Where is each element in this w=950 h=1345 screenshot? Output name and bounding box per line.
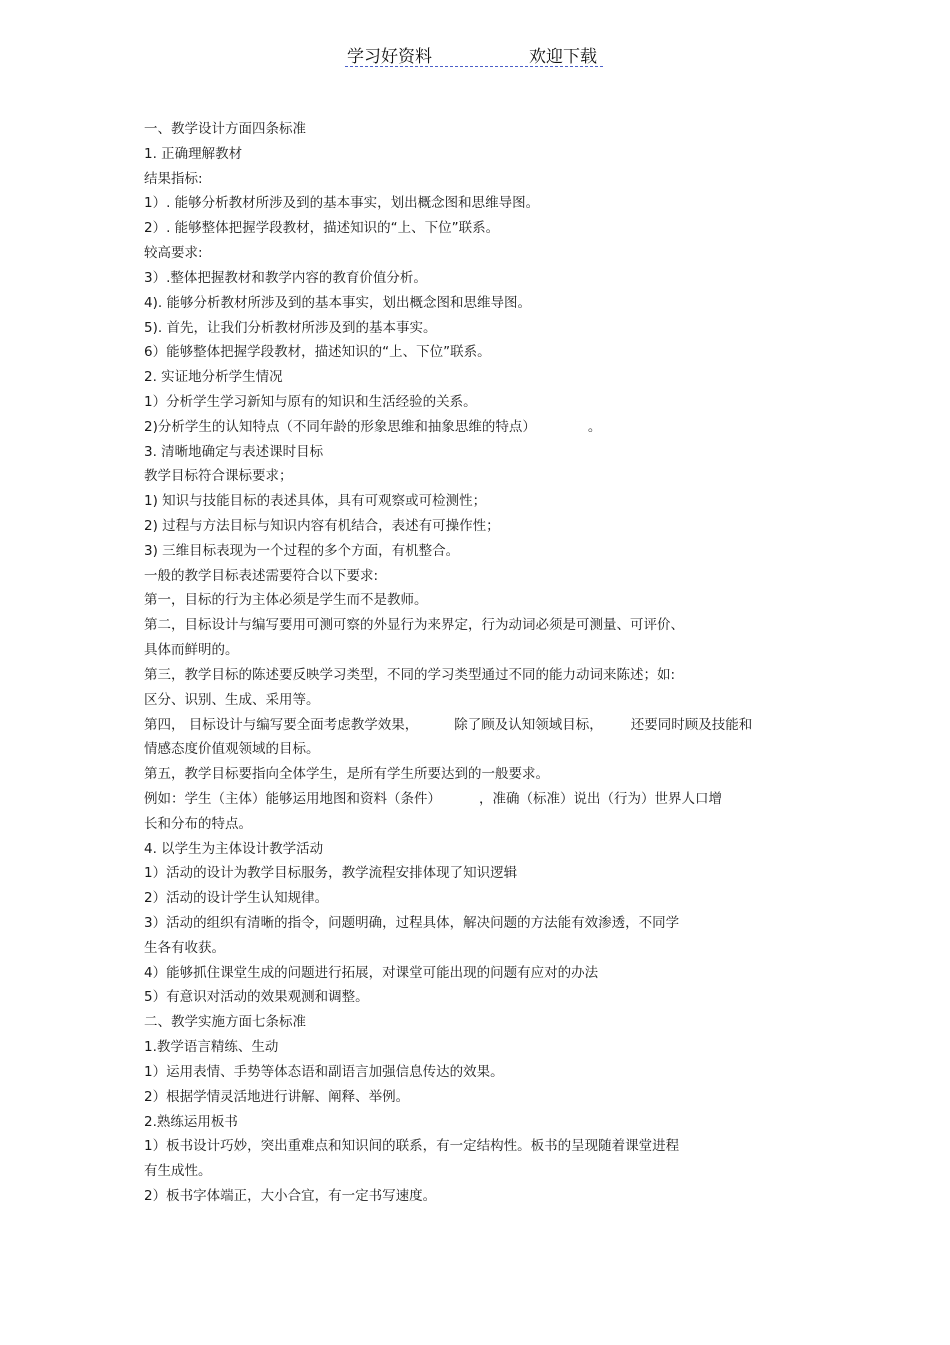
paragraph-line bbox=[144, 539, 804, 564]
subsection-heading bbox=[144, 1035, 804, 1060]
text-line: 3）.整体把握教材和教学内容的教育价值分析。 bbox=[144, 269, 427, 286]
text-line: 4). 能够分析教材所涉及到的基本事实，划出概念图和思维导图。 bbox=[144, 294, 531, 311]
text-line: 3）活动的组织有清晰的指令，问题明确，过程具体，解决问题的方法能有效渗透，不同学 bbox=[144, 915, 680, 931]
text-fragment: 还要同时顾及技能和 bbox=[630, 716, 753, 733]
paragraph-line bbox=[144, 1184, 804, 1209]
paragraph-line bbox=[144, 663, 804, 688]
text-line: 生各有收获。 bbox=[144, 939, 225, 956]
text-line: 2）活动的设计学生认知规律。 bbox=[144, 890, 329, 907]
paragraph-line bbox=[144, 564, 804, 589]
text-fragment: 除了顾及认知领域目标， bbox=[454, 716, 603, 733]
text-line: 较高要求: bbox=[144, 245, 203, 262]
section-heading bbox=[144, 1010, 804, 1035]
text-line: 1）分析学生学习新知与原有的知识和生活经验的关系。 bbox=[144, 393, 477, 410]
section-heading bbox=[144, 117, 804, 142]
paragraph-line bbox=[144, 464, 804, 489]
subsection-heading bbox=[144, 1110, 804, 1135]
text-line: 一、教学设计方面四条标准 bbox=[144, 121, 306, 137]
paragraph-line bbox=[144, 861, 804, 886]
paragraph-line bbox=[144, 638, 804, 663]
paragraph-line bbox=[144, 812, 804, 837]
header-left-text: 学习好资料 bbox=[347, 47, 432, 67]
text-line: 2.熟练运用板书 bbox=[144, 1113, 238, 1130]
paragraph-line bbox=[144, 1085, 804, 1110]
text-line: 1) 知识与技能目标的表述具体，具有可观察或可检测性； bbox=[144, 493, 487, 510]
text-line: 2. 实证地分析学生情况 bbox=[144, 369, 283, 386]
text-fragment: 。 bbox=[587, 418, 602, 435]
paragraph-line bbox=[144, 1134, 804, 1159]
subsection-heading bbox=[144, 440, 804, 465]
text-line: 3. 清晰地确定与表述课时目标 bbox=[144, 443, 324, 460]
text-line: 第三，教学目标的陈述要反映学习类型，不同的学习类型通过不同的能力动词来陈述；如: bbox=[144, 666, 676, 683]
subsection-heading bbox=[144, 142, 804, 167]
text-line: 6）能够整体把握学段教材，描述知识的“上、下位”联系。 bbox=[144, 344, 491, 361]
header-right-text: 欢迎下载 bbox=[529, 47, 597, 67]
text-fragment: ，准确（标准）说出（行为）世界人口增 bbox=[479, 790, 722, 807]
text-line: 1）. 能够分析教材所涉及到的基本事实，划出概念图和思维导图。 bbox=[144, 195, 540, 212]
subsection-heading bbox=[144, 837, 804, 862]
text-line: 3) 三维目标表现为一个过程的多个方面，有机整合。 bbox=[144, 542, 460, 559]
text-line: 1）板书设计巧妙，突出重难点和知识间的联系，有一定结构性。板书的呈现随着课堂进程 bbox=[144, 1138, 680, 1155]
text-line: 一般的教学目标表述需要符合以下要求: bbox=[144, 567, 379, 584]
paragraph-line bbox=[144, 911, 804, 936]
text-line: 具体而鲜明的。 bbox=[144, 642, 239, 659]
text-line: 2) 过程与方法目标与知识内容有机结合，表述有可操作性； bbox=[144, 518, 500, 534]
paragraph-line bbox=[144, 1159, 804, 1184]
paragraph-line bbox=[144, 514, 804, 539]
paragraph-line bbox=[144, 762, 804, 787]
paragraph-line bbox=[144, 241, 804, 266]
text-line: 2）. 能够整体把握学段教材，描述知识的“上、下位”联系。 bbox=[144, 220, 500, 237]
paragraph-line bbox=[144, 613, 804, 638]
text-line: 1）活动的设计为教学目标服务，教学流程安排体现了知识逻辑 bbox=[144, 865, 518, 882]
text-line: 5）有意识对活动的效果观测和调整。 bbox=[144, 989, 369, 1006]
paragraph-line bbox=[144, 936, 804, 961]
paragraph-line bbox=[144, 1060, 804, 1085]
text-line: 例如：学生（主体）能够运用地图和资料（条件） bbox=[144, 790, 441, 807]
text-line: 教学目标符合课标要求； bbox=[144, 468, 293, 485]
paragraph-line bbox=[144, 688, 804, 713]
paragraph-line bbox=[144, 266, 804, 291]
paragraph-line bbox=[144, 985, 804, 1010]
text-line: 长和分布的特点。 bbox=[144, 815, 252, 832]
text-line: 区分、识别、生成、采用等。 bbox=[144, 691, 320, 708]
paragraph-line bbox=[144, 588, 804, 613]
text-line: 有生成性。 bbox=[144, 1163, 212, 1180]
text-line: 5). 首先，让我们分析教材所涉及到的基本事实。 bbox=[144, 319, 437, 336]
paragraph-line bbox=[144, 291, 804, 316]
text-line: 2)分析学生的认知特点（不同年龄的形象思维和抽象思维的特点） bbox=[144, 418, 536, 435]
paragraph-line bbox=[144, 340, 804, 365]
text-line: 4）能够抓住课堂生成的问题进行拓展，对课堂可能出现的问题有应对的办法 bbox=[144, 964, 599, 981]
paragraph-line bbox=[144, 787, 804, 812]
paragraph-line bbox=[144, 390, 804, 415]
text-line: 第四， 目标设计与编写要全面考虑教学效果， bbox=[144, 716, 419, 733]
text-line: 4. 以学生为主体设计教学活动 bbox=[144, 840, 324, 857]
document-body bbox=[144, 117, 804, 1209]
text-line: 1）运用表情、手势等体态语和副语言加强信息传达的效果。 bbox=[144, 1063, 504, 1080]
text-line: 二、教学实施方面七条标准 bbox=[144, 1014, 306, 1031]
text-line: 结果指标: bbox=[144, 170, 203, 187]
text-line: 2）板书字体端正，大小合宜，有一定书写速度。 bbox=[144, 1187, 437, 1204]
subsection-heading bbox=[144, 365, 804, 390]
paragraph-line bbox=[144, 316, 804, 341]
paragraph-line bbox=[144, 191, 804, 216]
page-header bbox=[345, 40, 603, 67]
text-line: 第一，目标的行为主体必须是学生而不是教师。 bbox=[144, 592, 428, 609]
text-line: 第五，教学目标要指向全体学生，是所有学生所要达到的一般要求。 bbox=[144, 766, 549, 783]
paragraph-line bbox=[144, 961, 804, 986]
paragraph-line bbox=[144, 415, 804, 440]
paragraph-line bbox=[144, 167, 804, 192]
paragraph-line bbox=[144, 713, 804, 738]
paragraph-line bbox=[144, 886, 804, 911]
text-line: 第二，目标设计与编写要用可测可察的外显行为来界定，行为动词必须是可测量、可评价、 bbox=[144, 617, 684, 634]
paragraph-line bbox=[144, 737, 804, 762]
paragraph-line bbox=[144, 489, 804, 514]
text-line: 1. 正确理解教材 bbox=[144, 145, 243, 162]
text-line: 2）根据学情灵活地进行讲解、阐释、举例。 bbox=[144, 1088, 410, 1105]
text-line: 1.教学语言精练、生动 bbox=[144, 1039, 279, 1056]
text-line: 情感态度价值观领域的目标。 bbox=[144, 741, 320, 758]
paragraph-line bbox=[144, 216, 804, 241]
